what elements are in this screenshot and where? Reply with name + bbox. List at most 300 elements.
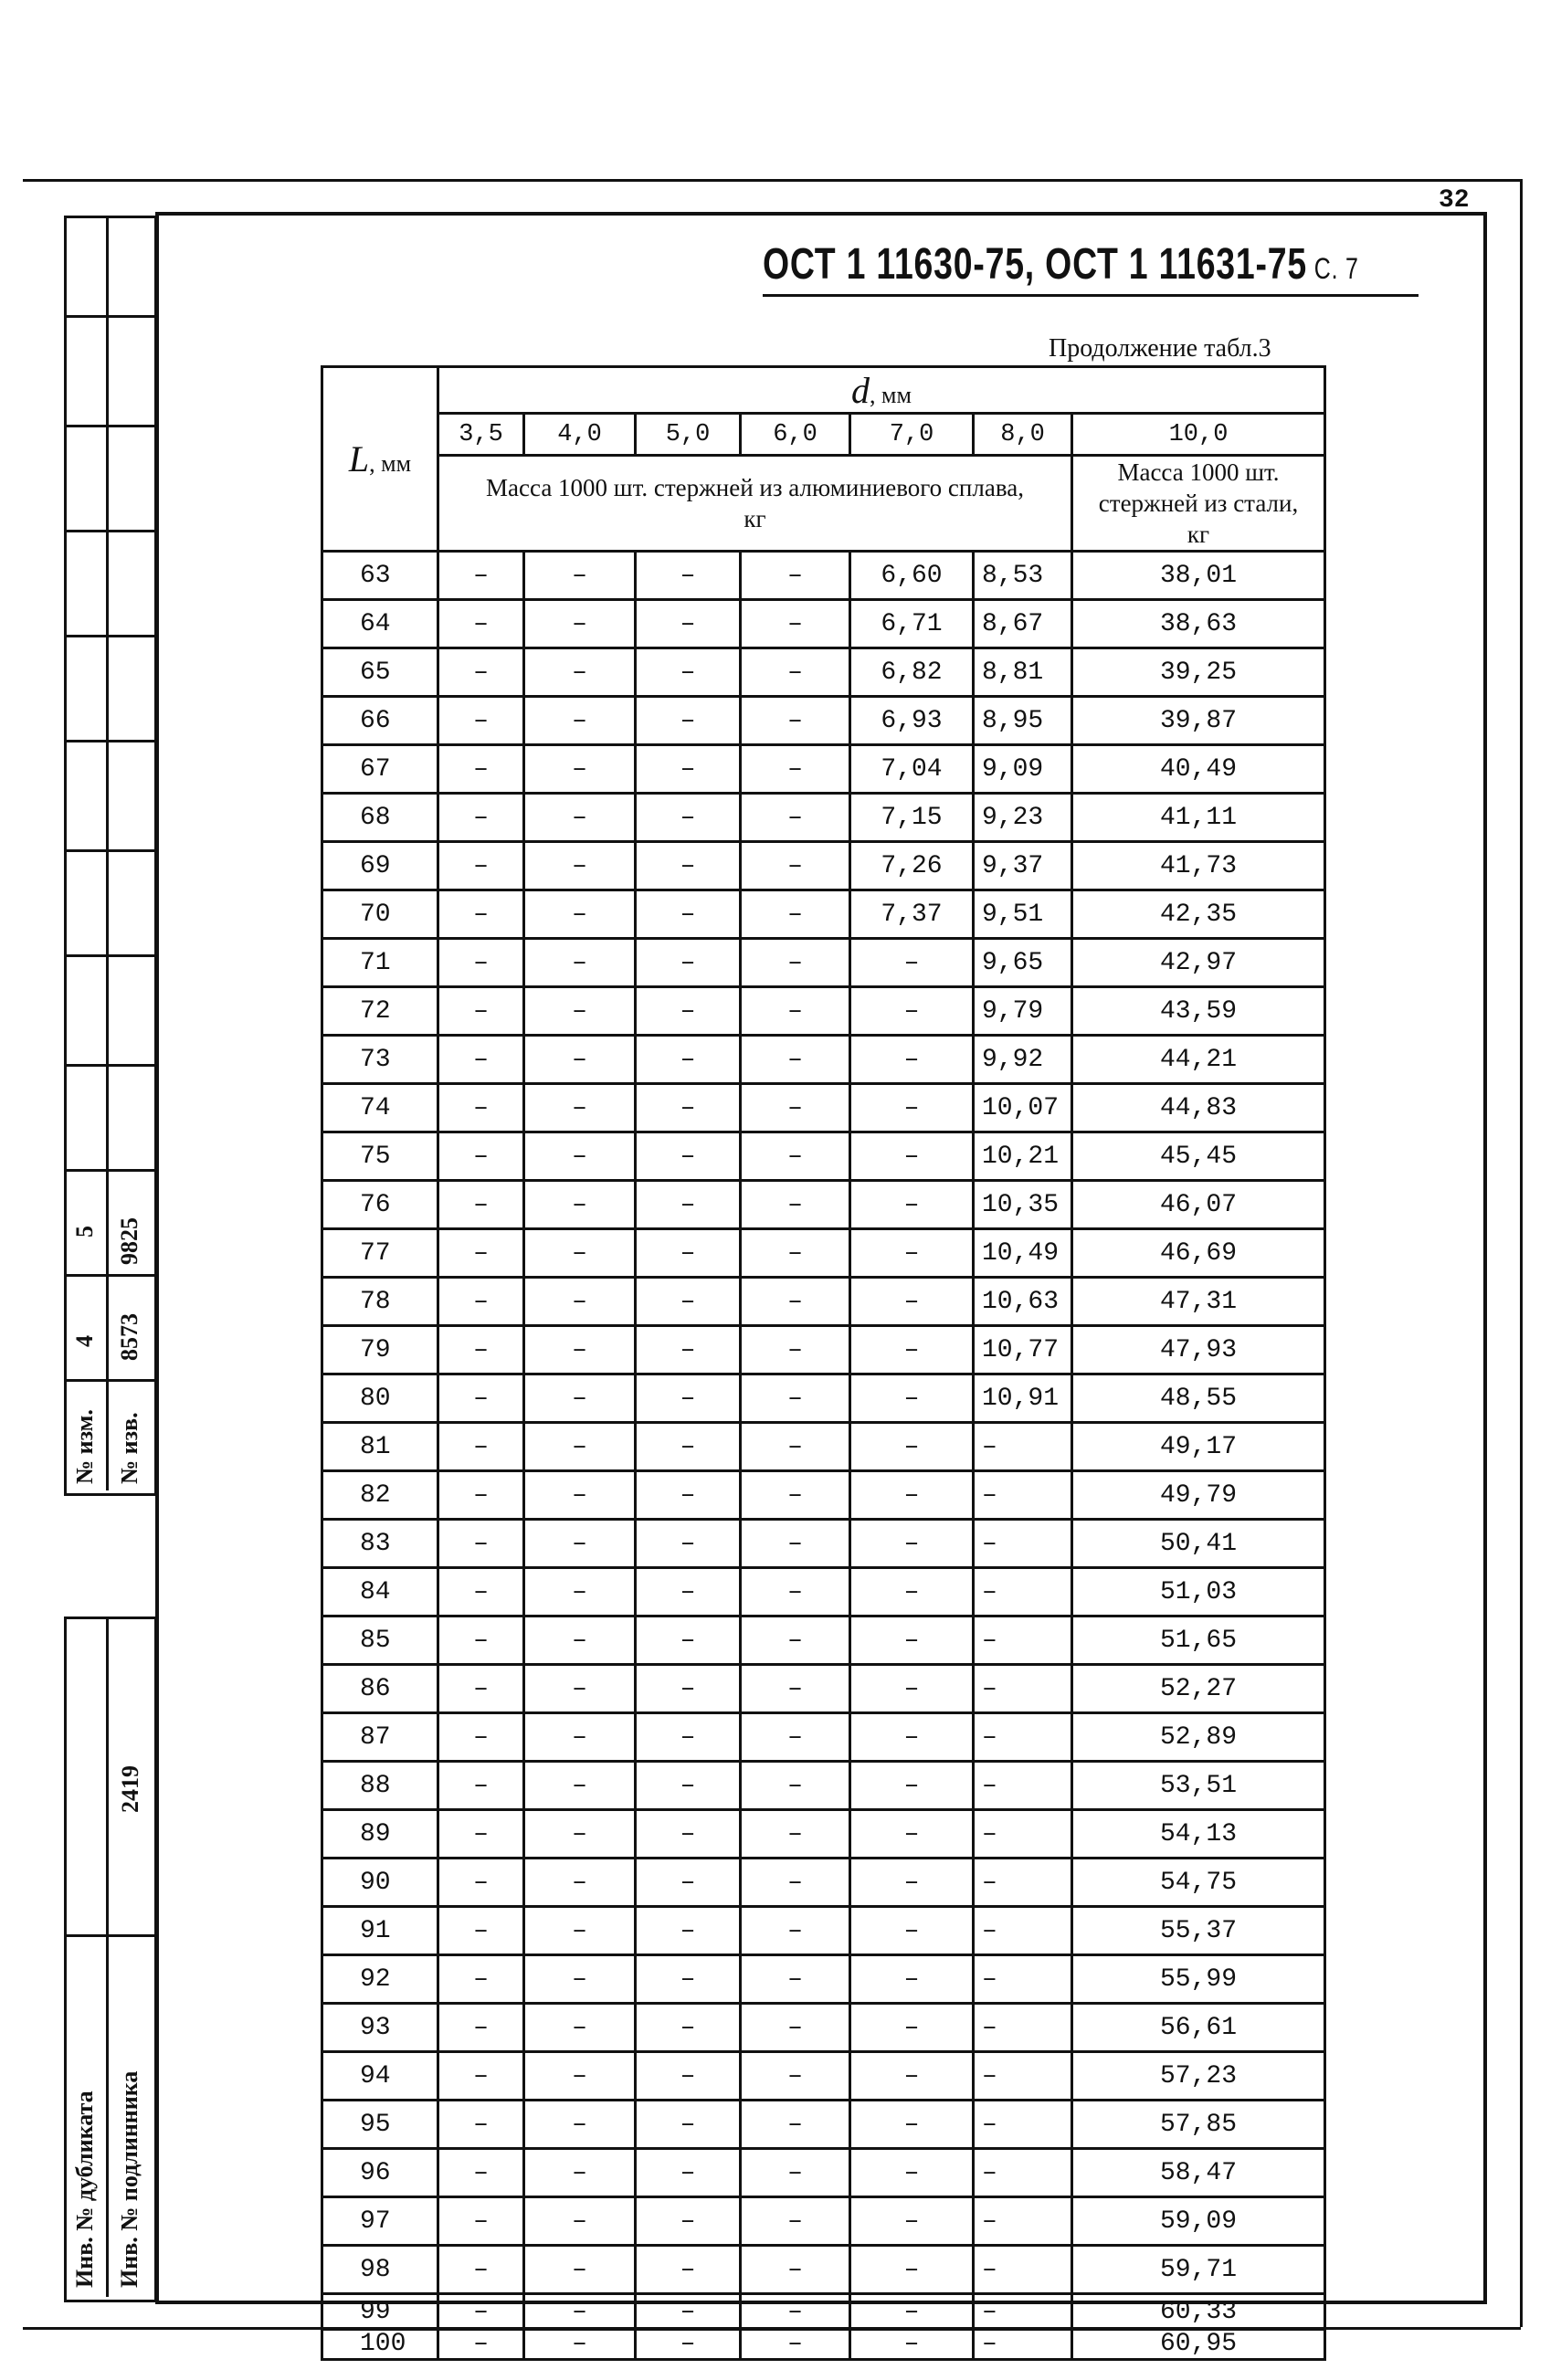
table-row (322, 1471, 1325, 1520)
aluminium-mass-cell: – (438, 1036, 524, 1084)
aluminium-mass-cell: – (524, 1568, 636, 1617)
aluminium-mass-cell: – (741, 1278, 850, 1326)
steel-mass-cell: 56,61 (1072, 2004, 1325, 2052)
steel-mass-cell: 46,69 (1072, 1229, 1325, 1278)
aluminium-mass-cell: – (636, 1132, 741, 1181)
aluminium-mass-cell: – (438, 1132, 524, 1181)
aluminium-mass-cell: 8,95 (974, 697, 1072, 745)
notice-number-label: № изв. (116, 1412, 142, 1484)
aluminium-mass-cell: – (438, 2101, 524, 2149)
aluminium-mass-cell: – (850, 987, 974, 1036)
aluminium-mass-cell: – (438, 552, 524, 600)
length-cell: 98 (322, 2246, 438, 2294)
steel-mass-cell: 57,23 (1072, 2052, 1325, 2101)
aluminium-mass-cell: – (524, 2101, 636, 2149)
aluminium-mass-cell: – (636, 1278, 741, 1326)
table-row (322, 2330, 1325, 2360)
stamp-divider (64, 1379, 154, 1382)
aluminium-mass-cell: – (524, 552, 636, 600)
aluminium-mass-cell: – (741, 745, 850, 794)
aluminium-mass-cell: – (636, 1568, 741, 1617)
aluminium-mass-cell: – (741, 1665, 850, 1713)
length-cell: 64 (322, 600, 438, 648)
change-number-2: 5 (71, 1226, 98, 1237)
aluminium-mass-cell: – (636, 1665, 741, 1713)
aluminium-mass-cell: – (741, 1955, 850, 2004)
steel-mass-cell: 52,89 (1072, 1713, 1325, 1762)
aluminium-mass-cell: – (741, 939, 850, 987)
aluminium-mass-cell: – (438, 1326, 524, 1374)
aluminium-mass-cell: – (438, 697, 524, 745)
stamp-divider (64, 425, 154, 427)
aluminium-mass-cell: – (741, 2294, 850, 2330)
length-cell: 78 (322, 1278, 438, 1326)
steel-mass-cell: 52,27 (1072, 1665, 1325, 1713)
aluminium-mass-cell: – (974, 2197, 1072, 2246)
steel-mass-cell: 51,65 (1072, 1617, 1325, 1665)
table-row (322, 1278, 1325, 1326)
aluminium-mass-cell: – (974, 2052, 1072, 2101)
stamp-divider (64, 954, 154, 957)
aluminium-mass-cell: 10,77 (974, 1326, 1072, 1374)
diameter-symbol: d (851, 369, 870, 411)
steel-mass-cell: 53,51 (1072, 1762, 1325, 1810)
aluminium-mass-cell: – (438, 1859, 524, 1907)
aluminium-mass-cell: – (850, 1278, 974, 1326)
length-cell: 84 (322, 1568, 438, 1617)
table-row (322, 697, 1325, 745)
aluminium-mass-cell: – (524, 1520, 636, 1568)
table-row (322, 1181, 1325, 1229)
steel-mass-cell: 51,03 (1072, 1568, 1325, 1617)
aluminium-mass-cell: – (850, 1568, 974, 1617)
diameter-value: 10,0 (1072, 414, 1325, 456)
stamp-divider (64, 1169, 154, 1172)
steel-mass-header: Масса 1000 шт. стержней из стали, кг (1072, 456, 1325, 552)
aluminium-mass-cell: – (438, 2330, 524, 2360)
stamp-divider (64, 1274, 154, 1277)
aluminium-mass-cell: – (524, 2197, 636, 2246)
table-row (322, 2197, 1325, 2246)
length-cell: 97 (322, 2197, 438, 2246)
length-unit: , мм (369, 450, 412, 477)
length-cell: 95 (322, 2101, 438, 2149)
aluminium-mass-cell: – (438, 1665, 524, 1713)
duplicate-inventory-label: Инв. № дубликата (71, 2090, 98, 2288)
title-underline (763, 294, 1419, 297)
aluminium-mass-cell: 9,09 (974, 745, 1072, 794)
aluminium-mass-cell: – (438, 1181, 524, 1229)
aluminium-mass-cell: – (850, 1181, 974, 1229)
aluminium-mass-cell: – (524, 1955, 636, 2004)
table-row (322, 1423, 1325, 1471)
length-cell: 77 (322, 1229, 438, 1278)
document-title (763, 239, 1359, 290)
aluminium-mass-cell: – (524, 600, 636, 648)
aluminium-mass-cell: – (741, 2330, 850, 2360)
aluminium-mass-cell: – (850, 1471, 974, 1520)
aluminium-mass-cell: – (438, 987, 524, 1036)
aluminium-mass-cell: – (438, 939, 524, 987)
aluminium-mass-cell: – (524, 939, 636, 987)
table-row (322, 1955, 1325, 2004)
aluminium-mass-cell: – (974, 1568, 1072, 1617)
aluminium-mass-cell: – (974, 1810, 1072, 1859)
aluminium-mass-cell: – (741, 552, 850, 600)
aluminium-mass-cell: – (438, 745, 524, 794)
stamp-divider (64, 740, 154, 742)
aluminium-mass-cell: – (741, 1229, 850, 1278)
aluminium-mass-cell: – (636, 1423, 741, 1471)
steel-mass-cell: 54,75 (1072, 1859, 1325, 1907)
table-row (322, 1907, 1325, 1955)
aluminium-mass-cell: – (850, 2101, 974, 2149)
stamp-divider (64, 315, 154, 318)
steel-mass-cell: 55,99 (1072, 1955, 1325, 2004)
stamp-divider (64, 1064, 154, 1067)
page-reference: С. 7 (1313, 252, 1359, 285)
aluminium-mass-cell: – (524, 842, 636, 890)
length-symbol: L (348, 438, 370, 479)
steel-mass-cell: 60,95 (1072, 2330, 1325, 2360)
aluminium-mass-cell: 8,53 (974, 552, 1072, 600)
length-cell: 63 (322, 552, 438, 600)
length-cell: 66 (322, 697, 438, 745)
aluminium-mass-cell: – (636, 745, 741, 794)
page-number: 32 (1439, 186, 1470, 215)
steel-mass-cell: 60,33 (1072, 2294, 1325, 2330)
aluminium-mass-cell: 6,60 (850, 552, 974, 600)
aluminium-mass-cell: – (850, 2149, 974, 2197)
aluminium-mass-cell: 9,37 (974, 842, 1072, 890)
aluminium-mass-cell: – (438, 2197, 524, 2246)
aluminium-mass-cell: – (741, 1713, 850, 1762)
aluminium-mass-cell: – (636, 1810, 741, 1859)
length-cell: 69 (322, 842, 438, 890)
aluminium-mass-cell: – (636, 1374, 741, 1423)
aluminium-mass-cell: – (438, 1907, 524, 1955)
length-cell: 70 (322, 890, 438, 939)
aluminium-mass-cell: – (850, 2004, 974, 2052)
aluminium-mass-cell: – (636, 1859, 741, 1907)
length-cell: 81 (322, 1423, 438, 1471)
aluminium-mass-cell: – (741, 1374, 850, 1423)
table-row (322, 2101, 1325, 2149)
table-row (322, 1810, 1325, 1859)
table-row (322, 2004, 1325, 2052)
table-row (322, 939, 1325, 987)
aluminium-mass-cell: – (741, 1859, 850, 1907)
aluminium-mass-cell: – (438, 2052, 524, 2101)
aluminium-mass-cell: – (636, 1084, 741, 1132)
stamp-divider (64, 849, 154, 852)
steel-mass-cell: 57,85 (1072, 2101, 1325, 2149)
aluminium-mass-cell: – (741, 1762, 850, 1810)
change-number-1: 4 (71, 1335, 98, 1347)
table-row (322, 842, 1325, 890)
aluminium-mass-cell: – (741, 987, 850, 1036)
aluminium-mass-cell: – (741, 2197, 850, 2246)
aluminium-mass-cell: 10,91 (974, 1374, 1072, 1423)
aluminium-mass-cell: – (524, 2246, 636, 2294)
aluminium-mass-cell: – (524, 987, 636, 1036)
table-row (322, 1617, 1325, 1665)
aluminium-mass-cell: – (524, 2294, 636, 2330)
aluminium-mass-cell: – (850, 939, 974, 987)
aluminium-mass-cell: – (524, 745, 636, 794)
steel-mass-cell: 39,25 (1072, 648, 1325, 697)
aluminium-mass-cell: 9,23 (974, 794, 1072, 842)
aluminium-mass-cell: – (438, 1229, 524, 1278)
aluminium-mass-cell: – (974, 1762, 1072, 1810)
steel-mass-cell: 45,45 (1072, 1132, 1325, 1181)
table-row (322, 1132, 1325, 1181)
aluminium-mass-cell: – (974, 2246, 1072, 2294)
aluminium-mass-cell: – (524, 1084, 636, 1132)
aluminium-mass-cell: – (524, 1859, 636, 1907)
aluminium-mass-cell: – (524, 2004, 636, 2052)
aluminium-mass-cell: – (850, 1810, 974, 1859)
steel-mass-cell: 44,21 (1072, 1036, 1325, 1084)
aluminium-mass-cell: – (636, 939, 741, 987)
aluminium-mass-cell: – (741, 697, 850, 745)
aluminium-mass-cell: – (974, 1955, 1072, 2004)
table-row (322, 1713, 1325, 1762)
aluminium-mass-cell: 9,79 (974, 987, 1072, 1036)
length-cell: 83 (322, 1520, 438, 1568)
aluminium-mass-cell: – (636, 2004, 741, 2052)
aluminium-mass-cell: – (524, 1181, 636, 1229)
aluminium-mass-cell: – (636, 1617, 741, 1665)
length-cell: 67 (322, 745, 438, 794)
aluminium-mass-cell: – (524, 1423, 636, 1471)
table-row (322, 1665, 1325, 1713)
aluminium-mass-cell: – (438, 1520, 524, 1568)
aluminium-mass-cell: 10,63 (974, 1278, 1072, 1326)
steel-mass-cell: 54,13 (1072, 1810, 1325, 1859)
aluminium-mass-cell: – (741, 1181, 850, 1229)
aluminium-mass-cell: – (438, 2246, 524, 2294)
aluminium-mass-cell: – (524, 1326, 636, 1374)
length-cell: 75 (322, 1132, 438, 1181)
aluminium-mass-cell: – (741, 1471, 850, 1520)
aluminium-mass-cell: – (741, 1520, 850, 1568)
aluminium-mass-cell: – (438, 2004, 524, 2052)
length-cell: 71 (322, 939, 438, 987)
aluminium-mass-cell: – (636, 2330, 741, 2360)
aluminium-mass-cell: – (974, 1423, 1072, 1471)
aluminium-mass-cell: – (850, 2197, 974, 2246)
aluminium-mass-cell: – (850, 1132, 974, 1181)
length-cell: 94 (322, 2052, 438, 2101)
diameter-value: 3,5 (438, 414, 524, 456)
aluminium-mass-cell: 6,82 (850, 648, 974, 697)
steel-mass-cell: 40,49 (1072, 745, 1325, 794)
aluminium-mass-cell: – (850, 2330, 974, 2360)
aluminium-mass-cell: – (438, 648, 524, 697)
length-cell: 82 (322, 1471, 438, 1520)
table-row (322, 794, 1325, 842)
aluminium-mass-cell: – (741, 1568, 850, 1617)
aluminium-mass-cell: – (438, 1762, 524, 1810)
length-cell: 76 (322, 1181, 438, 1229)
aluminium-mass-cell: – (438, 1471, 524, 1520)
stamp-divider (64, 1934, 154, 1937)
aluminium-mass-cell: – (636, 1713, 741, 1762)
aluminium-mass-cell: – (636, 2246, 741, 2294)
aluminium-mass-cell: – (438, 1955, 524, 2004)
length-cell: 65 (322, 648, 438, 697)
table-row (322, 987, 1325, 1036)
aluminium-mass-cell: – (636, 890, 741, 939)
table-row (322, 2149, 1325, 2197)
steel-mass-cell: 41,73 (1072, 842, 1325, 890)
diameter-value: 5,0 (636, 414, 741, 456)
table-row (322, 1084, 1325, 1132)
aluminium-mass-cell: – (974, 1907, 1072, 1955)
aluminium-mass-cell: – (850, 1617, 974, 1665)
aluminium-mass-cell: 10,49 (974, 1229, 1072, 1278)
change-number-label: № изм. (71, 1409, 98, 1484)
aluminium-mass-cell: – (524, 1713, 636, 1762)
table-row (322, 1520, 1325, 1568)
aluminium-mass-cell: – (636, 697, 741, 745)
aluminium-mass-cell: – (850, 1859, 974, 1907)
steel-mass-cell: 38,63 (1072, 600, 1325, 648)
table-row (322, 1568, 1325, 1617)
diameter-value: 4,0 (524, 414, 636, 456)
aluminium-mass-cell: – (974, 2101, 1072, 2149)
length-cell: 85 (322, 1617, 438, 1665)
aluminium-mass-cell: – (636, 648, 741, 697)
length-cell: 92 (322, 1955, 438, 2004)
aluminium-mass-cell: – (850, 1036, 974, 1084)
aluminium-mass-cell: – (850, 1084, 974, 1132)
aluminium-mass-cell: – (636, 842, 741, 890)
table-continuation-label: Продолжение табл.3 (1049, 334, 1271, 363)
aluminium-mass-cell: – (741, 1132, 850, 1181)
aluminium-mass-cell: – (741, 2246, 850, 2294)
notice-number-1: 8573 (116, 1313, 142, 1361)
aluminium-mass-cell: – (850, 2294, 974, 2330)
aluminium-mass-cell: – (636, 794, 741, 842)
aluminium-mass-cell: – (741, 2052, 850, 2101)
aluminium-mass-cell: – (636, 1471, 741, 1520)
table-body (322, 552, 1325, 2360)
aluminium-mass-cell: – (524, 1762, 636, 1810)
stamp-divider (106, 1617, 109, 2297)
steel-mass-cell: 44,83 (1072, 1084, 1325, 1132)
aluminium-mass-cell: – (438, 600, 524, 648)
length-cell: 73 (322, 1036, 438, 1084)
aluminium-mass-cell: – (974, 1713, 1072, 1762)
steel-mass-cell: 42,97 (1072, 939, 1325, 987)
aluminium-mass-cell: 9,65 (974, 939, 1072, 987)
aluminium-mass-cell: – (741, 600, 850, 648)
diameter-unit: , мм (870, 381, 912, 408)
aluminium-mass-cell: – (850, 1326, 974, 1374)
aluminium-mass-cell: – (636, 1762, 741, 1810)
aluminium-mass-cell: – (741, 1423, 850, 1471)
table-row (322, 1762, 1325, 1810)
length-cell: 68 (322, 794, 438, 842)
aluminium-mass-cell: – (438, 2294, 524, 2330)
aluminium-mass-cell: – (974, 2149, 1072, 2197)
right-rule (1520, 179, 1523, 2327)
aluminium-mass-cell: – (741, 1617, 850, 1665)
rod-mass-table (321, 365, 1326, 2361)
length-cell: 72 (322, 987, 438, 1036)
aluminium-mass-cell: 9,51 (974, 890, 1072, 939)
table-row (322, 552, 1325, 600)
aluminium-mass-cell: – (524, 1665, 636, 1713)
aluminium-mass-cell: – (850, 1955, 974, 2004)
change-log-stamp (64, 216, 157, 1496)
length-cell: 100 (322, 2330, 438, 2360)
aluminium-mass-cell: – (636, 2149, 741, 2197)
length-cell: 74 (322, 1084, 438, 1132)
aluminium-mass-cell: – (524, 2052, 636, 2101)
aluminium-mass-cell: 8,67 (974, 600, 1072, 648)
aluminium-mass-cell: – (741, 1036, 850, 1084)
length-cell: 79 (322, 1326, 438, 1374)
standard-codes: ОСТ 1 11630-75, ОСТ 1 11631-75 (763, 240, 1307, 289)
original-inventory-number: 2419 (117, 1765, 143, 1813)
aluminium-mass-cell: – (524, 1374, 636, 1423)
original-inventory-label: Инв. № подлинника (116, 2070, 142, 2288)
table-row (322, 2246, 1325, 2294)
steel-mass-cell: 59,71 (1072, 2246, 1325, 2294)
aluminium-mass-cell: – (850, 1713, 974, 1762)
table-row (322, 600, 1325, 648)
aluminium-mass-cell: 9,92 (974, 1036, 1072, 1084)
steel-mass-cell: 42,35 (1072, 890, 1325, 939)
aluminium-mass-cell: – (741, 1810, 850, 1859)
table-row (322, 2294, 1325, 2330)
aluminium-mass-cell: – (974, 2294, 1072, 2330)
table-row (322, 1326, 1325, 1374)
aluminium-mass-cell: – (850, 1665, 974, 1713)
aluminium-mass-cell: – (438, 890, 524, 939)
aluminium-mass-cell: – (636, 1181, 741, 1229)
aluminium-mass-cell: – (850, 1907, 974, 1955)
steel-mass-cell: 49,79 (1072, 1471, 1325, 1520)
aluminium-mass-cell: – (636, 1229, 741, 1278)
aluminium-mass-cell: – (741, 1084, 850, 1132)
aluminium-mass-cell: 7,37 (850, 890, 974, 939)
aluminium-mass-cell: – (850, 1762, 974, 1810)
aluminium-mass-cell: – (741, 1907, 850, 1955)
steel-mass-cell: 59,09 (1072, 2197, 1325, 2246)
aluminium-mass-cell: – (524, 1617, 636, 1665)
aluminium-mass-header: Масса 1000 шт. стержней из алюминиевого сплава, кг (438, 456, 1072, 552)
aluminium-mass-cell: – (850, 1229, 974, 1278)
length-cell: 80 (322, 1374, 438, 1423)
aluminium-mass-cell: – (524, 1810, 636, 1859)
aluminium-mass-cell: – (741, 2101, 850, 2149)
aluminium-mass-cell: – (438, 1617, 524, 1665)
length-cell: 99 (322, 2294, 438, 2330)
aluminium-mass-cell: – (438, 1713, 524, 1762)
aluminium-mass-cell: – (850, 1423, 974, 1471)
aluminium-mass-cell: – (741, 842, 850, 890)
length-column-header (322, 367, 438, 552)
table-row (322, 890, 1325, 939)
length-cell: 90 (322, 1859, 438, 1907)
steel-mass-cell: 41,11 (1072, 794, 1325, 842)
diameter-value: 7,0 (850, 414, 974, 456)
steel-mass-cell: 47,31 (1072, 1278, 1325, 1326)
